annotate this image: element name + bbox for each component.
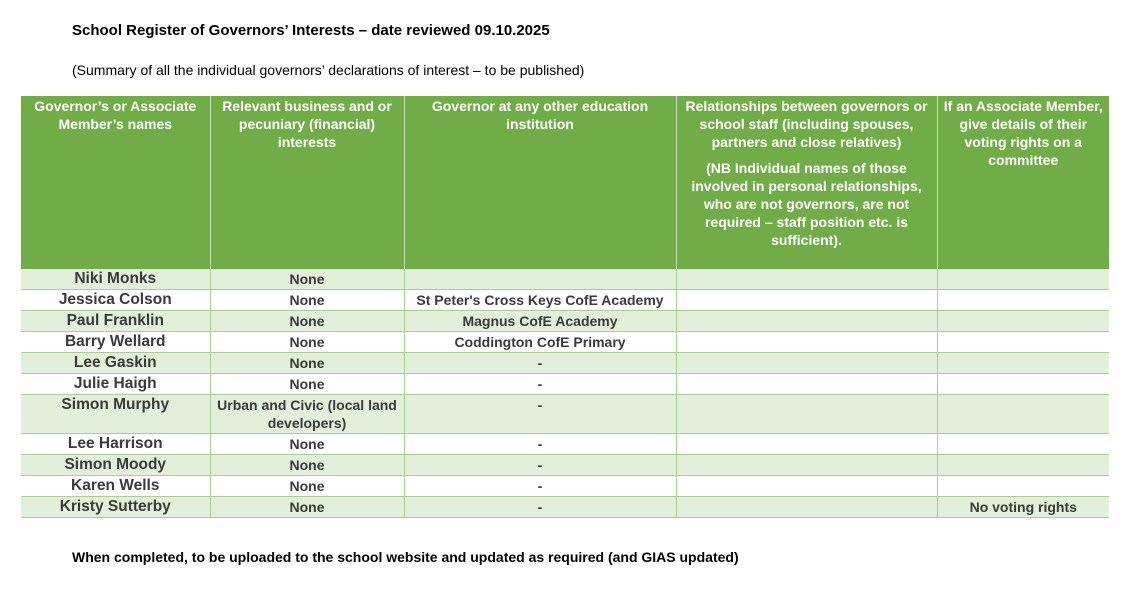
voting-rights (937, 476, 1109, 497)
relationships (676, 269, 937, 290)
relationships (676, 311, 937, 332)
voting-rights (937, 332, 1109, 353)
governor-name: Simon Moody (21, 455, 210, 476)
governor-name: Kristy Sutterby (21, 497, 210, 518)
other-institution: - (404, 374, 676, 395)
relationships (676, 497, 937, 518)
header-business-interests: Relevant business and or pecuniary (financial) interests (210, 96, 404, 269)
other-institution (404, 269, 676, 290)
relationships (676, 395, 937, 434)
header-relationships-note: (NB Individual names of those involved in personal relationships, who are not governors, are not required – staff position etc. is sufficient). (691, 160, 922, 248)
governor-name: Jessica Colson (21, 290, 210, 311)
business-interest: None (210, 332, 404, 353)
table-row (21, 455, 1109, 476)
governor-name: Simon Murphy (21, 395, 210, 434)
business-interest: None (210, 434, 404, 455)
voting-rights (937, 311, 1109, 332)
business-interest: None (210, 311, 404, 332)
voting-rights (937, 374, 1109, 395)
voting-rights: No voting rights (937, 497, 1109, 518)
business-interest: Urban and Civic (local land developers) (210, 395, 404, 434)
header-relationships-text: Relationships between governors or school staff (including spouses, partners and close relatives) (685, 98, 928, 150)
page-subtitle: (Summary of all the individual governors’ declarations of interest – to be published) (72, 62, 585, 78)
business-interest: None (210, 353, 404, 374)
other-institution: St Peter's Cross Keys CofE Academy (404, 290, 676, 311)
relationships (676, 353, 937, 374)
table-row (21, 374, 1109, 395)
table-row (21, 434, 1109, 455)
relationships (676, 332, 937, 353)
governor-name: Paul Franklin (21, 311, 210, 332)
relationships (676, 476, 937, 497)
table-row (21, 476, 1109, 497)
business-interest: None (210, 290, 404, 311)
voting-rights (937, 353, 1109, 374)
table-row (21, 395, 1109, 434)
table-row (21, 497, 1109, 518)
table-header-row (21, 96, 1109, 269)
other-institution: - (404, 434, 676, 455)
voting-rights (937, 455, 1109, 476)
business-interest: None (210, 497, 404, 518)
header-governor-names: Governor’s or Associate Member’s names (21, 96, 210, 269)
business-interest: None (210, 455, 404, 476)
other-institution: - (404, 455, 676, 476)
table-row (21, 290, 1109, 311)
header-relationships (676, 96, 937, 269)
other-institution: - (404, 353, 676, 374)
voting-rights (937, 434, 1109, 455)
business-interest: None (210, 476, 404, 497)
table-row (21, 311, 1109, 332)
governor-name: Karen Wells (21, 476, 210, 497)
other-institution: - (404, 476, 676, 497)
voting-rights (937, 395, 1109, 434)
relationships (676, 374, 937, 395)
table-row (21, 332, 1109, 353)
voting-rights (937, 269, 1109, 290)
governor-name: Barry Wellard (21, 332, 210, 353)
footer-note: When completed, to be uploaded to the school website and updated as required (and GIAS updated) (72, 549, 739, 565)
other-institution: Coddington CofE Primary (404, 332, 676, 353)
relationships (676, 290, 937, 311)
page-title: School Register of Governors’ Interests – date reviewed 09.10.2025 (72, 22, 550, 39)
table-row (21, 269, 1109, 290)
header-associate-voting: If an Associate Member, give details of their voting rights on a committee (937, 96, 1109, 269)
relationships (676, 455, 937, 476)
governors-register-table (21, 96, 1109, 518)
other-institution: Magnus CofE Academy (404, 311, 676, 332)
other-institution: - (404, 395, 676, 434)
voting-rights (937, 290, 1109, 311)
governor-name: Lee Gaskin (21, 353, 210, 374)
business-interest: None (210, 269, 404, 290)
relationships (676, 434, 937, 455)
governor-name: Lee Harrison (21, 434, 210, 455)
governor-name: Julie Haigh (21, 374, 210, 395)
business-interest: None (210, 374, 404, 395)
header-other-institution: Governor at any other education institution (404, 96, 676, 269)
table-row (21, 353, 1109, 374)
governor-name: Niki Monks (21, 269, 210, 290)
other-institution: - (404, 497, 676, 518)
